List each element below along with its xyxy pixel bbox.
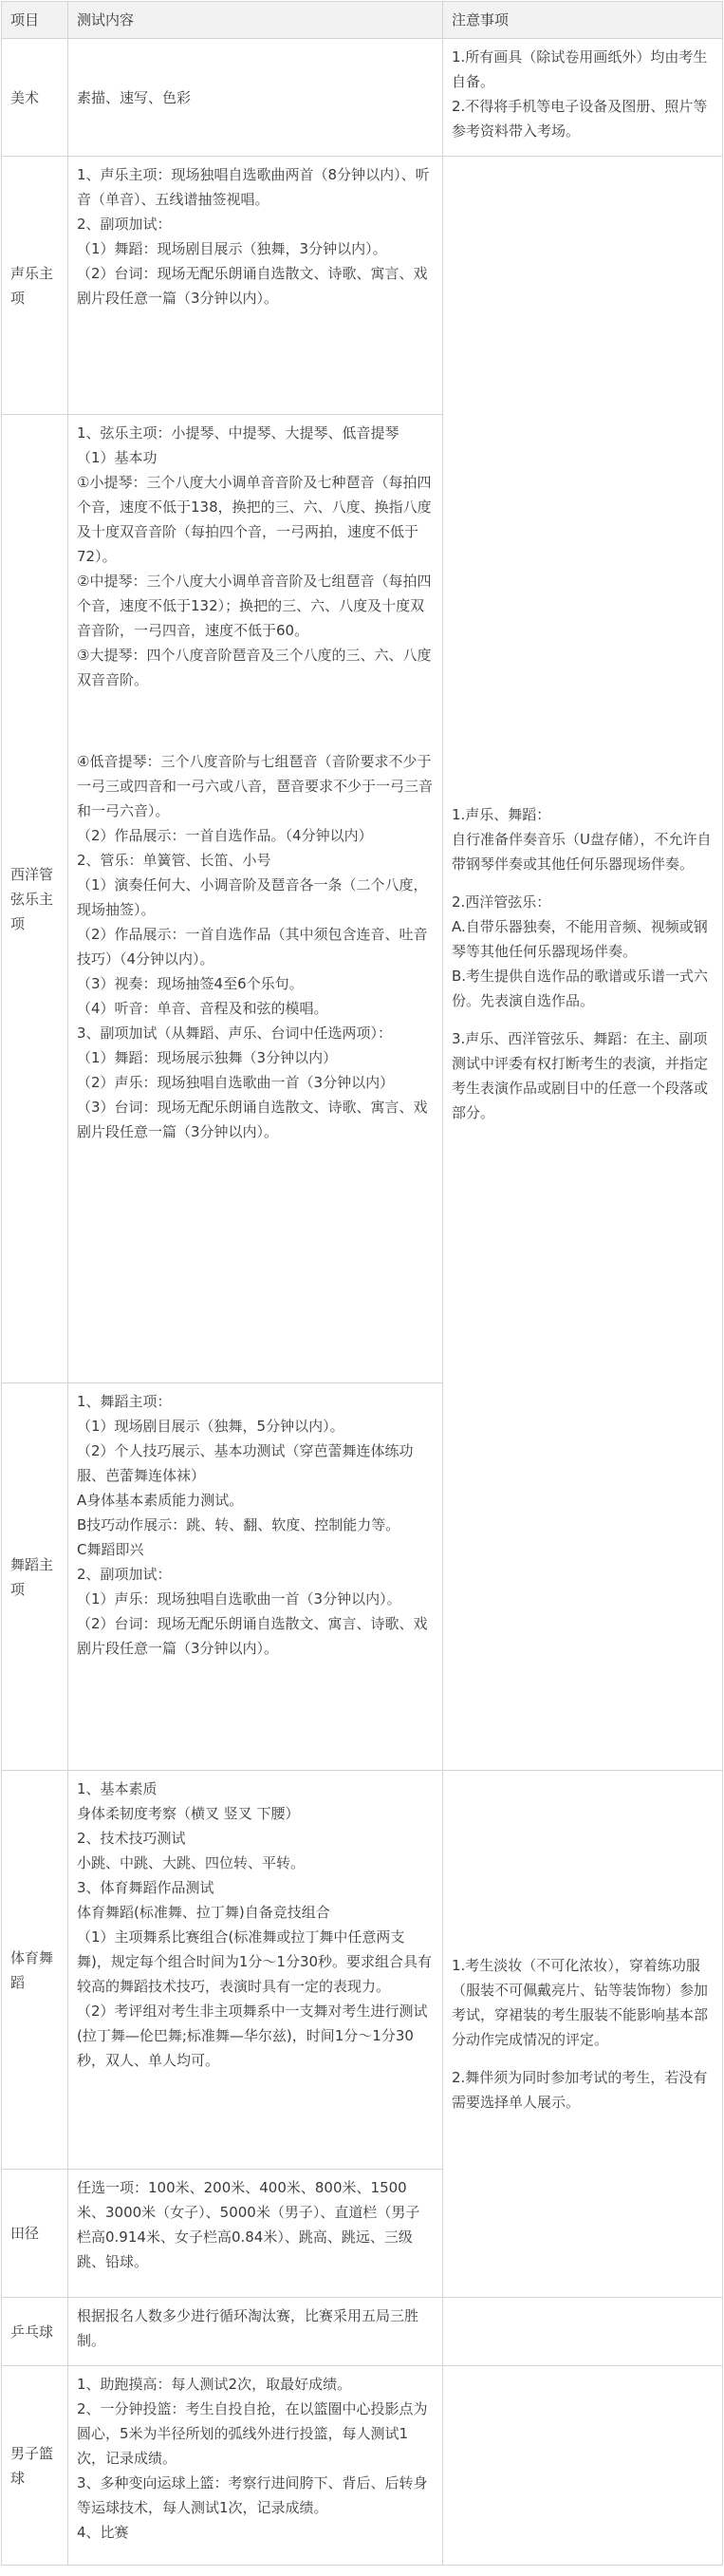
content-line: （4）听音：单音、音程及和弦的模唱。	[77, 1000, 328, 1017]
content-line: （1）主项舞系比赛组合(标准舞或拉丁舞中任意两支舞)，规定每个组合时间为1分～1分30秒。要求组合具有较高的舞蹈技术技巧，表演时具有一定的表现力。	[77, 1928, 433, 1995]
content-line: A身体基本素质能力测试。	[77, 1492, 244, 1509]
row-content-sport-dance	[68, 1771, 443, 2170]
row-item-dance: 舞蹈主项	[2, 1383, 68, 1771]
content-line: 3、体育舞蹈作品测试	[77, 1879, 214, 1896]
note-line: 2.不得将手机等电子设备及图册、照片等参考资料带入考场。	[452, 98, 708, 140]
table-header-row	[2, 2, 723, 39]
content-line: （1）演奏任何大、小调音阶及琶音各一条（二个八度，现场抽签）。	[77, 876, 428, 918]
row-content-table-tennis	[68, 2298, 443, 2366]
content-line: 根据报名人数多少进行循环淘汰赛，比赛采用五局三胜制。	[77, 2307, 419, 2349]
content-line: ②中提琴：三个八度大小调单音音阶及七组琶音（每拍四个音，速度不低于132）；换把的三、六、八度及十度双音音阶，一弓四音，速度不低于60。	[77, 573, 432, 639]
content-line: （2）个人技巧展示、基本功测试（穿芭蕾舞连体练功服、芭蕾舞连体袜）	[77, 1442, 414, 1484]
content-line: （2）台词：现场无配乐朗诵自选散文、寓言、诗歌、戏剧片段任意一篇（3分钟以内）。	[77, 1615, 428, 1657]
content-line: ③大提琴：四个八度音阶琶音及三个八度的三、六、八度双音音阶。	[77, 647, 432, 688]
header-content: 测试内容	[68, 2, 443, 39]
content-line: 1、弦乐主项：小提琴、中提琴、大提琴、低音提琴	[77, 424, 399, 442]
row-item-vocal: 声乐主项	[2, 157, 68, 415]
content-line: 2、一分钟投篮：考生自投自抢，在以篮圈中心投影点为圆心，5米为半径所划的弧线外进行投篮，每人测试1次，记录成绩。	[77, 2400, 428, 2467]
row-content-art	[68, 39, 443, 157]
content-line: （3）视奏：现场抽签4至6个乐句。	[77, 975, 304, 992]
row-content-orchestral	[68, 415, 443, 1383]
table-row	[2, 2298, 723, 2366]
content-line: （1）基本功	[77, 449, 158, 466]
content-line: 1、基本素质	[77, 1780, 158, 1797]
table-row	[2, 157, 723, 415]
content-line: （1）现场剧目展示（独舞，5分钟以内）。	[77, 1418, 344, 1435]
header-item: 项目	[2, 2, 68, 39]
note-line: 2.舞伴须为同时参加考试的考生，若没有需要选择单人展示。	[452, 2069, 708, 2111]
row-notes-art	[443, 39, 723, 157]
row-notes-table-tennis	[443, 2298, 723, 2366]
row-item-track: 田径	[2, 2170, 68, 2298]
row-content-vocal	[68, 157, 443, 415]
content-line: （2）台词：现场无配乐朗诵自选散文、诗歌、寓言、戏剧片段任意一篇（3分钟以内）。	[77, 265, 428, 307]
content-line: （3）台词：现场无配乐朗诵自选散文、诗歌、寓言、戏剧片段任意一篇（3分钟以内）。	[77, 1099, 428, 1140]
table-row	[2, 39, 723, 157]
notes-merged-performance	[443, 157, 723, 1771]
header-notes: 注意事项	[443, 2, 723, 39]
content-line: 任选一项：100米、200米、400米、800米、1500米、3000米（女子）、5000米（男子）、直道栏（男子栏高0.914米、女子栏高0.84米）、跳高、跳远、三级跳、铅球。	[77, 2179, 420, 2270]
row-item-art: 美术	[2, 39, 68, 157]
content-line: B技巧动作展示：跳、转、翻、软度、控制能力等。	[77, 1516, 400, 1533]
content-line: 小跳、中跳、大跳、四位转、平转。	[77, 1854, 306, 1871]
content-line: 4、比赛	[77, 2524, 129, 2541]
row-content-basketball	[68, 2366, 443, 2566]
table-row	[2, 1771, 723, 2170]
note-line: 1.所有画具（除试卷用画纸外）均由考生自备。	[452, 48, 708, 90]
content-line: 2、副项加试：	[77, 216, 172, 233]
content-line: ①小提琴：三个八度大小调单音音阶及七种琶音（每拍四个音，速度不低于138，换把的三、六、八度、换指八度及十度双音音阶（每拍四个音，一弓两拍，速度不低于72）。	[77, 474, 432, 565]
note-line: 自行准备伴奏音乐（U盘存储），不允许自带钢琴伴奏或其他任何乐器现场伴奏。	[452, 830, 712, 873]
content-line: 2、副项加试：	[77, 1566, 172, 1583]
content-line: 1、助跑摸高：每人测试2次，取最好成绩。	[77, 2376, 352, 2393]
content-line: （2）考评组对考生非主项舞系中一支舞对考生进行测试(拉丁舞—伦巴舞;标准舞—华尔兹)，时间1分～1分30秒，双人、单人均可。	[77, 2003, 428, 2069]
content-line: （2）作品展示：一首自选作品。（4分钟以内）	[77, 827, 373, 844]
row-notes-basketball	[443, 2366, 723, 2566]
content-line: （1）舞蹈：现场剧目展示（独舞，3分钟以内）。	[77, 240, 387, 257]
note-line: A.自带乐器独奏，不能用音频、视频或钢琴等其他任何乐器现场伴奏。	[452, 917, 708, 960]
row-content-dance	[68, 1383, 443, 1771]
note-line: 1.考生淡妆（不可化浓妆），穿着练功服（服装不可佩戴亮片、钻等装饰物）参加考试，穿裙装的考生服装不能影响基本部分动作完成情况的评定。	[452, 1957, 709, 2048]
content-line: 1、声乐主项：现场独唱自选歌曲两首（8分钟以内）、听音（单音）、五线谱抽签视唱。	[77, 166, 430, 208]
row-item-sport-dance: 体育舞蹈	[2, 1771, 68, 2170]
content-line: 身体柔韧度考察（横叉 竖叉 下腰）	[77, 1805, 300, 1822]
exam-requirements-table	[1, 1, 723, 2566]
content-line: C舞蹈即兴	[77, 1541, 144, 1558]
content-line: 3、副项加试（从舞蹈、声乐、台词中任选两项）：	[77, 1025, 393, 1042]
content-line: 素描、速写、色彩	[77, 88, 192, 106]
content-line: 体育舞蹈(标准舞、拉丁舞)自备竞技组合	[77, 1904, 330, 1921]
note-line: 2.西洋管弦乐：	[452, 893, 551, 911]
note-line: B.考生提供自选作品的歌谱或乐谱一式六份。先表演自选作品。	[452, 967, 709, 1009]
content-line: 3、多种变向运球上篮：考察行进间胯下、背后、后转身等运球技术，每人测试1次，记录成绩。	[77, 2474, 428, 2516]
content-line: 2、管乐：单簧管、长笛、小号	[77, 852, 271, 869]
content-line: 2、技术技巧测试	[77, 1830, 186, 1847]
row-item-basketball: 男子篮球	[2, 2366, 68, 2566]
content-line: （2）作品展示：一首自选作品（其中须包含连音、吐音技巧）（4分钟以内）。	[77, 926, 428, 968]
note-line: 1.声乐、舞蹈：	[452, 805, 551, 823]
content-line: （2）声乐：现场独唱自选歌曲一首（3分钟以内）	[77, 1074, 395, 1091]
content-line: ④低音提琴：三个八度音阶与七组琶音（音阶要求不少于一弓三或四音和一弓六或八音，琶音要求不少于一弓三音和一弓六音）。	[77, 753, 434, 819]
table-row	[2, 2366, 723, 2566]
row-item-table-tennis: 乒乓球	[2, 2298, 68, 2366]
note-line: 3.声乐、西洋管弦乐、舞蹈：在主、副项测试中评委有权打断考生的表演，并指定考生表演作品或剧目中的任意一个段落或部分。	[452, 1029, 709, 1121]
content-line: （1）声乐：现场独唱自选歌曲一首（3分钟以内）。	[77, 1590, 401, 1608]
row-content-track	[68, 2170, 443, 2298]
content-line: （1）舞蹈：现场展示独舞（3分钟以内）	[77, 1049, 338, 1066]
notes-merged-sport-dance	[443, 1771, 723, 2298]
row-item-orchestral: 西洋管弦乐主项	[2, 415, 68, 1383]
content-line: 1、舞蹈主项：	[77, 1393, 172, 1410]
